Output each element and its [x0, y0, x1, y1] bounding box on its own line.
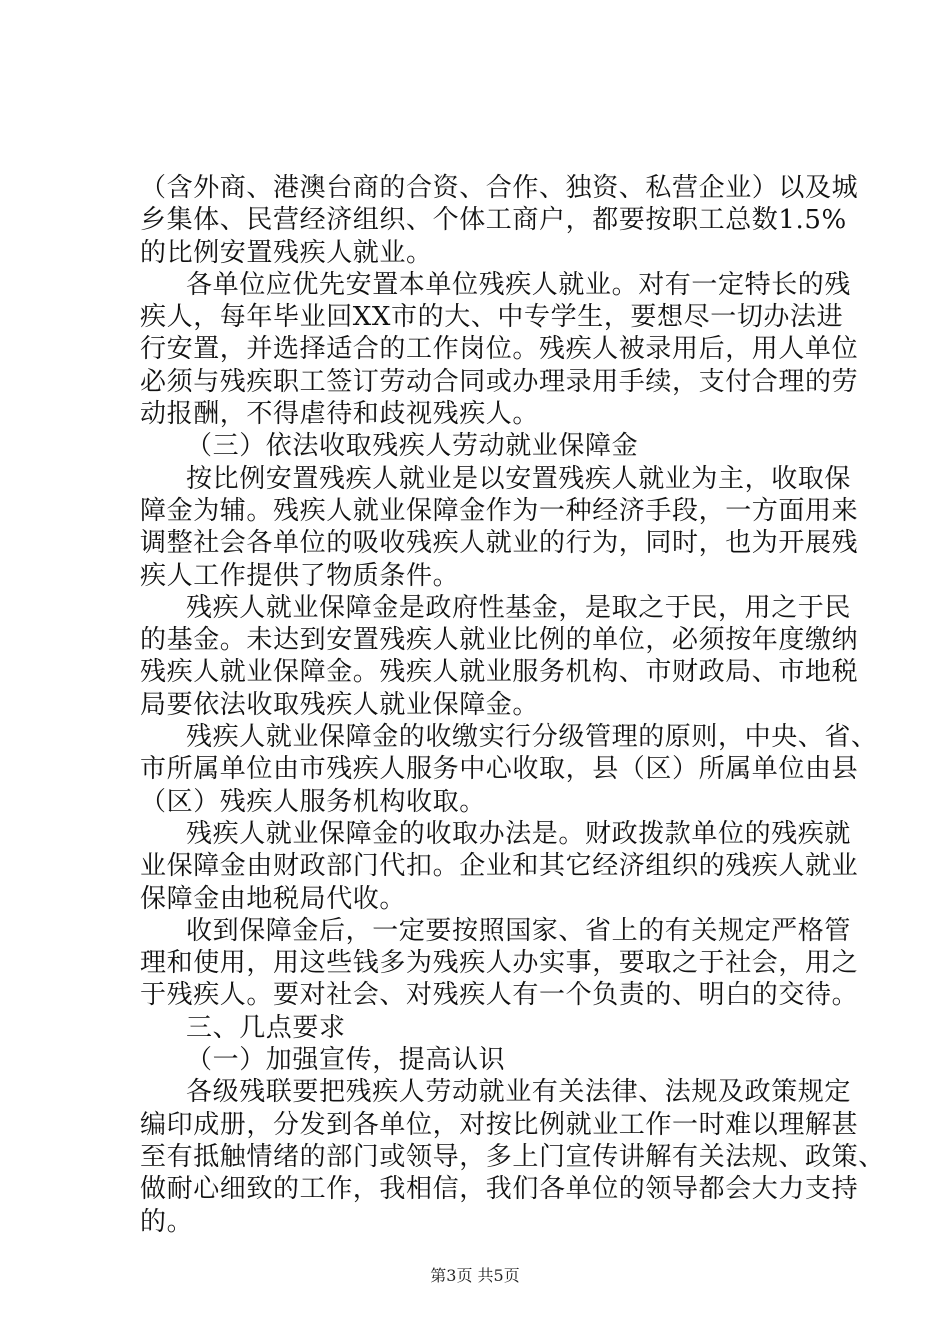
text-line: 动报酬，不得虐待和歧视残疾人。 [140, 399, 540, 430]
text-line: 收到保障金后，一定要按照国家、省上的有关规定严格管 [186, 915, 852, 946]
text-line: 三、几点要求 [186, 1012, 346, 1043]
text-line: 业保障金由财政部门代扣。企业和其它经济组织的残疾人就业 [140, 851, 859, 882]
text-line: （区）残疾人服务机构收取。 [140, 786, 486, 817]
text-line: 的比例安置残疾人就业。 [140, 237, 433, 268]
page-footer: 第3页 共5页 [430, 1266, 520, 1285]
text-line: 行安置，并选择适合的工作岗位。残疾人被录用后，用人单位 [140, 334, 859, 365]
text-line: 于残疾人。要对社会、对残疾人有一个负责的、明白的交待。 [140, 980, 859, 1011]
text-line: 的。 [140, 1206, 194, 1237]
text-line: 调整社会各单位的吸收残疾人就业的行为，同时，也为开展残 [140, 528, 859, 559]
text-line: （含外商、港澳台商的合资、合作、独资、私营企业）以及城 [140, 173, 859, 203]
text-line: 做耐心细致的工作，我相信，我们各单位的领导都会大力支持 [140, 1174, 859, 1205]
text-line: 保障金由地税局代收。 [140, 883, 407, 914]
text-line: 疾人，每年毕业回XX市的大、中专学生，要想尽一切办法进 [140, 302, 844, 333]
text-line: 各单位应优先安置本单位残疾人就业。对有一定特长的残 [186, 269, 852, 300]
text-line: 障金为辅。残疾人就业保障金作为一种经济手段，一方面用来 [140, 495, 859, 526]
text-line: （三）依法收取残疾人劳动就业保障金 [186, 431, 639, 462]
text-line: （一）加强宣传，提高认识 [186, 1045, 506, 1076]
text-line: 各级残联要把残疾人劳动就业有关法律、法规及政策规定 [186, 1077, 852, 1108]
text-line: 至有抵触情绪的部门或领导，多上门宣传讲解有关法规、政策、 [140, 1141, 885, 1172]
text-line: 编印成册，分发到各单位，对按比例就业工作一时难以理解甚 [140, 1109, 859, 1140]
text-line: 乡集体、民营经济组织、个体工商户，都要按职工总数1.5% [140, 205, 847, 236]
text-line: 理和使用，用这些钱多为残疾人办实事，要取之于社会，用之 [140, 948, 859, 979]
text-line: 残疾人就业保障金。残疾人就业服务机构、市财政局、市地税 [140, 657, 859, 688]
text-line: 按比例安置残疾人就业是以安置残疾人就业为主，收取保 [186, 463, 852, 494]
text-line: 的基金。未达到安置残疾人就业比例的单位，必须按年度缴纳 [140, 625, 859, 656]
text-line: 疾人工作提供了物质条件。 [140, 560, 460, 591]
document-body [140, 172, 885, 1238]
text-line: 必须与残疾职工签订劳动合同或办理录用手续，支付合理的劳 [140, 366, 859, 397]
text-line: 残疾人就业保障金的收缴实行分级管理的原则，中央、省、 [186, 722, 878, 753]
text-line: 残疾人就业保障金的收取办法是。财政拨款单位的残疾就 [186, 818, 852, 849]
text-line: 局要依法收取残疾人就业保障金。 [140, 689, 540, 720]
text-line: 残疾人就业保障金是政府性基金，是取之于民，用之于民 [186, 592, 852, 623]
text-line: 市所属单位由市残疾人服务中心收取，县（区）所属单位由县 [140, 754, 859, 785]
